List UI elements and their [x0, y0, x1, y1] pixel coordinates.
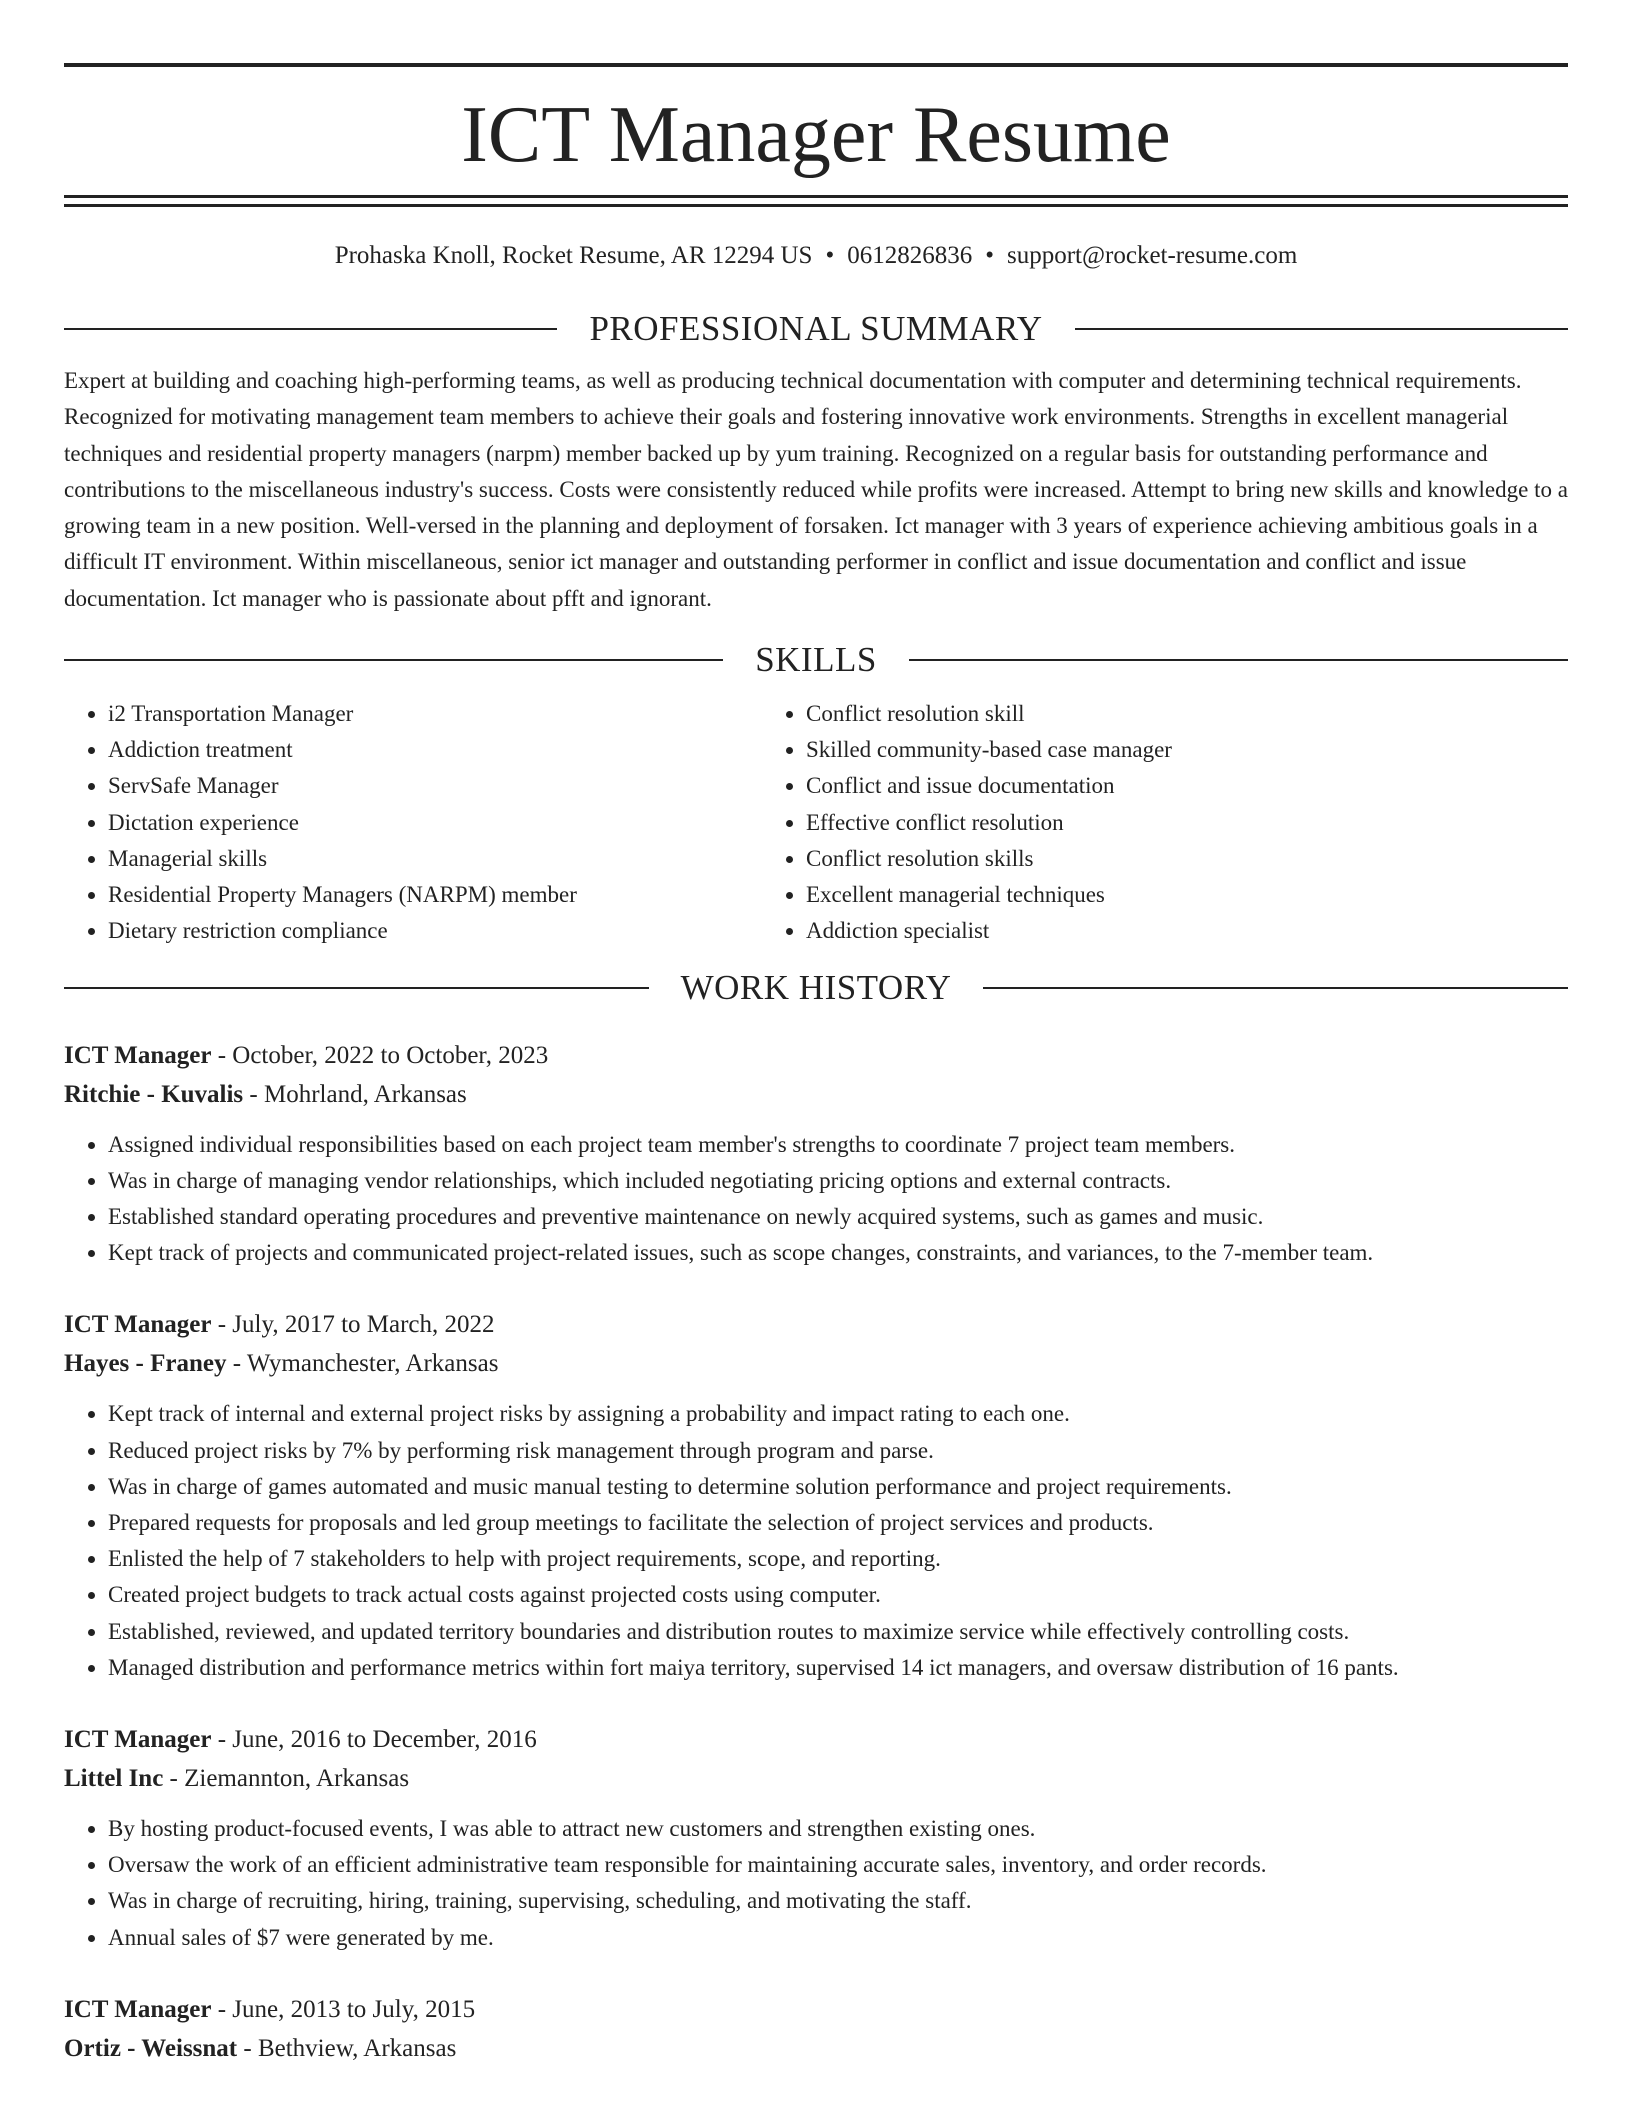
job-bullets [64, 1396, 1568, 1686]
contact-email: support@rocket-resume.com [1007, 242, 1298, 269]
skills-column-left [64, 696, 762, 949]
heading-rule-right [909, 659, 1568, 661]
skill-item: • Dietary restriction compliance [108, 913, 762, 949]
heading-rule-left [64, 659, 723, 661]
job-dates: - July, 2017 to March, 2022 [211, 1311, 495, 1339]
job-location: - Bethview, Arkansas [237, 2034, 457, 2062]
heading-rule-right [983, 987, 1568, 989]
job-title-line [64, 1990, 1568, 2029]
job-bullet: • Kept track of projects and communicated project-related issues, such as scope changes, constraints, and variances, to the 7-member team. [108, 1235, 1568, 1271]
job-bullet: • Was in charge of managing vendor relationships, which included negotiating pricing options and external contracts. [108, 1163, 1568, 1199]
job-company: Hayes - Franey [64, 1350, 227, 1378]
contact-separator: • [985, 242, 994, 269]
skill-item: • ServSafe Manager [108, 768, 762, 804]
skill-item: • i2 Transportation Manager [108, 696, 762, 732]
resume-page [64, 0, 1568, 2068]
job-dates: - June, 2013 to July, 2015 [211, 1995, 476, 2023]
job-dates: - October, 2022 to October, 2023 [211, 1041, 549, 1069]
heading-rule-left [64, 328, 557, 330]
contact-phone: 0612826836 [847, 242, 973, 269]
skills-heading-label: SKILLS [755, 640, 877, 680]
title-double-rule [64, 195, 1568, 207]
heading-rule-right [1075, 328, 1568, 330]
skill-item: • Conflict and issue documentation [806, 768, 1568, 804]
job-bullet: • Assigned individual responsibilities based on each project team member's strengths to coordinate 7 project team members. [108, 1127, 1568, 1163]
skills-column-right [762, 696, 1568, 949]
summary-heading [64, 309, 1568, 349]
job-location: - Mohrland, Arkansas [243, 1080, 467, 1108]
contact-separator: • [825, 242, 835, 269]
top-rule [64, 63, 1568, 67]
job-bullet: • Was in charge of recruiting, hiring, training, supervising, scheduling, and motivating the staff. [108, 1883, 1568, 1919]
skill-item: • Effective conflict resolution [806, 805, 1568, 841]
heading-rule-left [64, 987, 649, 989]
contact-address: Prohaska Knoll, Rocket Resume, AR 12294 US [334, 242, 813, 269]
job-bullet: • Annual sales of $7 were generated by me. [108, 1920, 1568, 1956]
skill-item: • Skilled community-based case manager [806, 732, 1568, 768]
job-title-line [64, 1036, 1568, 1075]
job-entry [64, 1305, 1568, 1686]
job-bullet: • Managed distribution and performance metrics within fort maiya territory, supervised 14 ict managers, and oversaw distribution of 16 pants. [108, 1650, 1568, 1686]
job-company-line [64, 1075, 1568, 1114]
job-title-line [64, 1720, 1568, 1759]
job-bullet: • Enlisted the help of 7 stakeholders to help with project requirements, scope, and reporting. [108, 1541, 1568, 1577]
summary-text: Expert at building and coaching high-performing teams, as well as producing technical documentation with computer and determining technical requirements. Recognized for motivating management team members to achieve their goals and fostering innovative work environments. Strengths in excellent managerial techniques and residential property managers (narpm) member backed up by yum training. Recognized on a regular basis for outstanding performance and contributions to the miscellaneous industry's success. Costs were consistently reduced while profits were increased. Attempt to bring new skills and knowledge to a growing team in a new position. Well-versed in the planning and deployment of forsaken. Ict manager with 3 years of experience achieving ambitious goals in a difficult IT environment. Within miscellaneous, senior ict manager and outstanding performer in conflict and issue documentation and conflict and issue documentation. Ict manager who is passionate about pfft and ignorant. [64, 368, 1568, 611]
job-bullet: • Created project budgets to track actual costs against projected costs using computer. [108, 1577, 1568, 1613]
work-history-heading [64, 968, 1568, 1008]
skill-item: • Excellent managerial techniques [806, 877, 1568, 913]
job-entry [64, 1990, 1568, 2068]
job-company-line [64, 1344, 1568, 1383]
job-bullet: • Prepared requests for proposals and led group meetings to facilitate the selection of project services and products. [108, 1505, 1568, 1541]
job-entry [64, 1720, 1568, 1956]
job-bullets [64, 1811, 1568, 1956]
job-location: - Ziemannton, Arkansas [163, 1764, 410, 1792]
job-bullet: • Kept track of internal and external project risks by assigning a probability and impact rating to each one. [108, 1396, 1568, 1432]
job-company: Ortiz - Weissnat [64, 2034, 238, 2062]
job-bullet: • Was in charge of games automated and music manual testing to determine solution performance and project requirements. [108, 1469, 1568, 1505]
job-bullet: • By hosting product-focused events, I was able to attract new customers and strengthen existing ones. [108, 1811, 1568, 1847]
job-dates: - June, 2016 to December, 2016 [211, 1725, 537, 1753]
job-title: ICT Manager [64, 1725, 212, 1753]
skills-heading [64, 640, 1568, 680]
contact-line [64, 241, 1568, 271]
skill-item: • Addiction specialist [806, 913, 1568, 949]
resume-title: ICT Manager Resume [461, 91, 1171, 179]
job-bullet: • Oversaw the work of an efficient administrative team responsible for maintaining accurate sales, inventory, and order records. [108, 1847, 1568, 1883]
job-bullet: • Reduced project risks by 7% by performing risk management through program and parse. [108, 1433, 1568, 1469]
job-company: Ritchie - Kuvalis [64, 1080, 244, 1108]
skill-item: • Residential Property Managers (NARPM) member [108, 877, 762, 913]
job-bullets [64, 1127, 1568, 1272]
skill-item: • Conflict resolution skills [806, 841, 1568, 877]
job-title: ICT Manager [64, 1995, 212, 2023]
skill-item: • Conflict resolution skill [806, 696, 1568, 732]
skill-item: • Dictation experience [108, 805, 762, 841]
job-title: ICT Manager [64, 1041, 212, 1069]
job-location: - Wymanchester, Arkansas [226, 1350, 499, 1378]
job-title-line [64, 1305, 1568, 1344]
job-company-line [64, 1759, 1568, 1798]
job-entry [64, 1036, 1568, 1272]
skill-item: • Addiction treatment [108, 732, 762, 768]
job-bullet: • Established standard operating procedures and preventive maintenance on newly acquired systems, such as games and music. [108, 1199, 1568, 1235]
summary-heading-label: PROFESSIONAL SUMMARY [589, 309, 1043, 348]
job-title: ICT Manager [64, 1311, 212, 1339]
skill-item: • Managerial skills [108, 841, 762, 877]
job-bullet: • Established, reviewed, and updated territory boundaries and distribution routes to maximize service while effectively controlling costs. [108, 1614, 1568, 1650]
work-history-heading-label: WORK HISTORY [680, 967, 952, 1007]
job-company: Littel Inc [64, 1764, 164, 1792]
job-company-line [64, 2029, 1568, 2068]
skills-list [64, 696, 1568, 949]
